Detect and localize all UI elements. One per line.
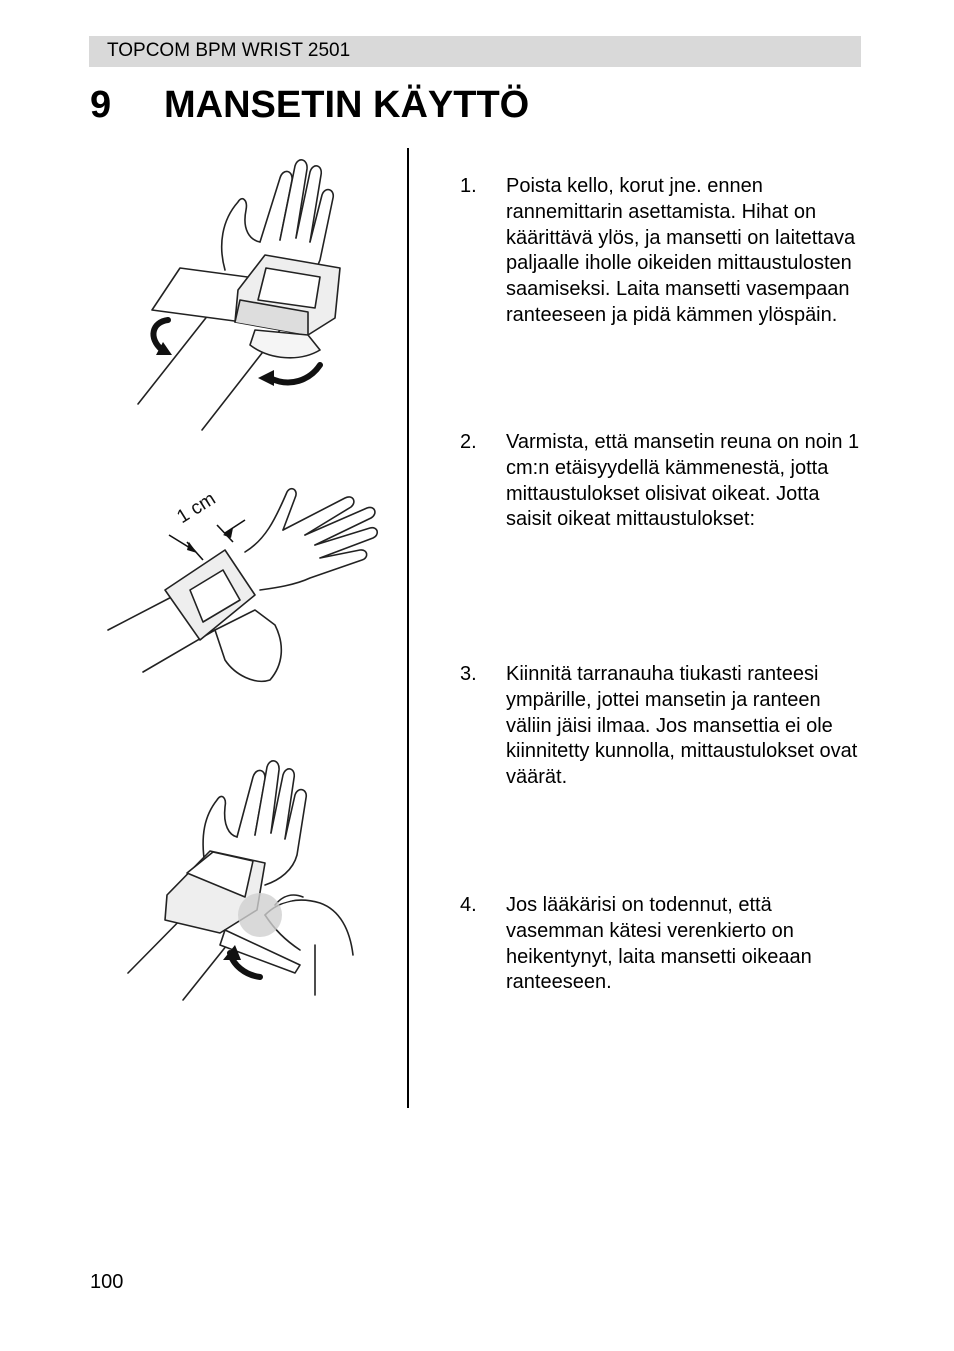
section-heading bbox=[90, 82, 529, 128]
illustration-strap-fastening bbox=[125, 755, 365, 1005]
step-number: 4. bbox=[460, 894, 477, 916]
column-divider bbox=[407, 148, 409, 1108]
header-title: TOPCOM BPM WRIST 2501 bbox=[107, 40, 351, 61]
step-number: 1. bbox=[460, 175, 477, 197]
distance-label: 1 cm bbox=[173, 488, 220, 529]
running-header bbox=[89, 36, 861, 67]
wrist-distance-drawing bbox=[105, 480, 385, 690]
step-text: Poista kello, korut jne. ennen rannemittarin asettamista. Hihat on käärittävä ylös, ja mansetti on laitettava paljaalle iholle oikeiden mittaustulosten saamiseksi. Laita mansetti vasempaan ranteeseen ja pidä kämmen ylöspäin. bbox=[506, 175, 856, 326]
step-text: Kiinnitä tarranauha tiukasti ranteesi ympärille, jottei mansetin ja ranteen väliin jäisi ilmaa. Jos mansettia ei ole kiinnitetty kunnolla, mittaustulokset ovat väärät. bbox=[506, 663, 858, 789]
step-text: Varmista, että mansetin reuna on noin 1 cm:n etäisyydellä kämmenestä, jotta mittaustulokset olisivat oikeat. Jotta saisit oikeat mittaustulokset: bbox=[506, 431, 860, 531]
section-title: MANSETIN KÄYTTÖ bbox=[164, 84, 530, 126]
illustration-cuff-wrapping bbox=[130, 150, 360, 435]
illustration-cuff-distance bbox=[105, 480, 385, 690]
strap-fastening-drawing bbox=[125, 755, 365, 1005]
hand-with-cuff-drawing bbox=[130, 150, 360, 435]
section-number: 9 bbox=[90, 84, 112, 126]
step-text: Jos lääkärisi on todennut, että vasemman kätesi verenkierto on heikentynyt, laita mansetti oikeaan ranteeseen. bbox=[506, 894, 812, 994]
step-number: 2. bbox=[460, 431, 477, 453]
page-number: 100 bbox=[90, 1271, 124, 1293]
step-number: 3. bbox=[460, 663, 477, 685]
